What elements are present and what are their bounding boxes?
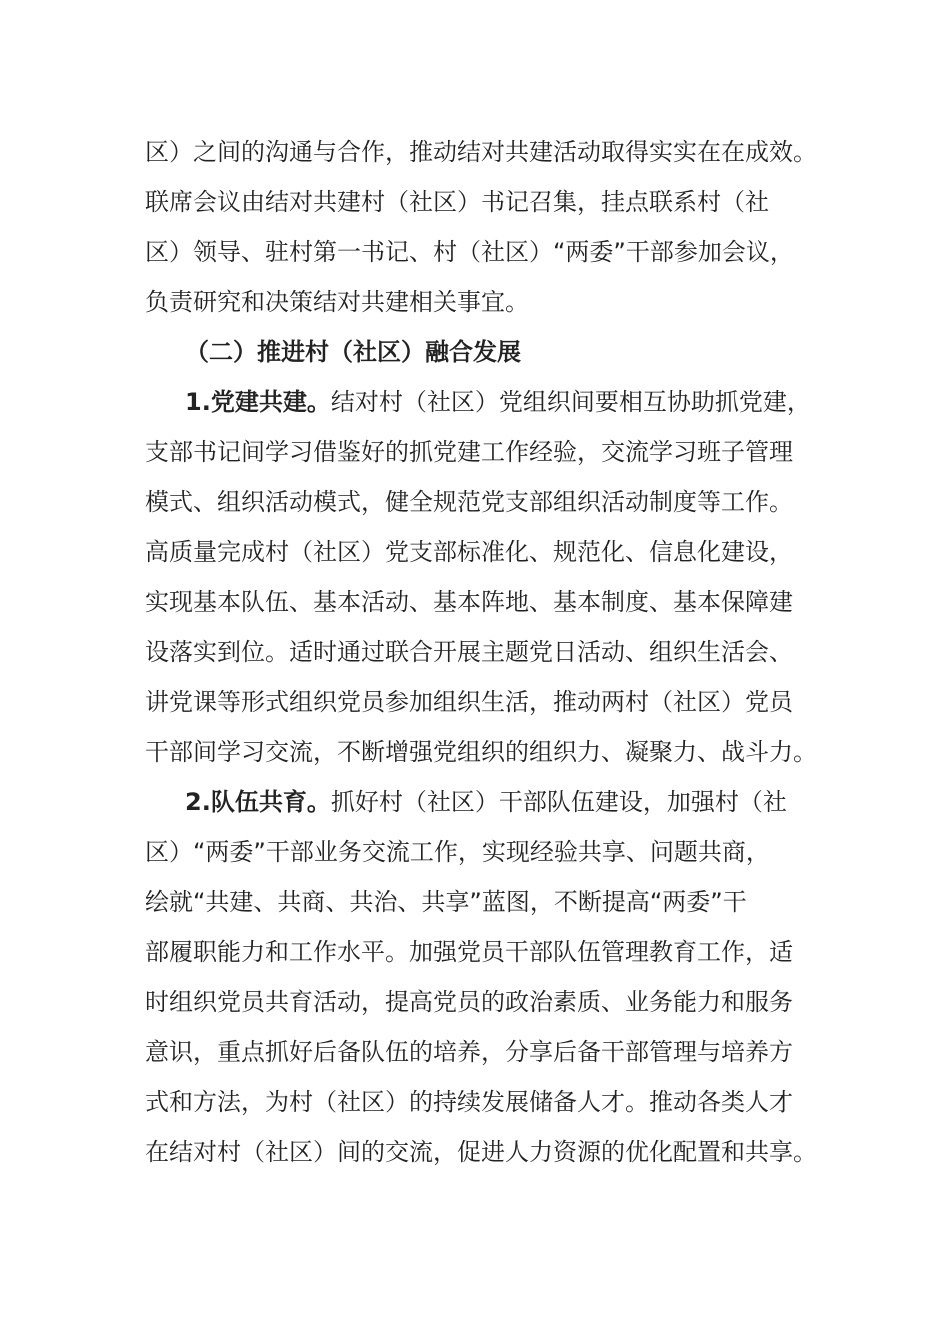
text-line: 实现基本队伍、基本活动、基本阵地、基本制度、基本保障建 bbox=[145, 588, 793, 616]
text-line: 区）之间的沟通与合作，推动结对共建活动取得实实在在成效。 bbox=[145, 138, 817, 166]
text-line: 式和方法，为村（社区）的持续发展储备人才。推动各类人才 bbox=[145, 1088, 793, 1116]
text-line: 在结对村（社区）间的交流，促进人力资源的优化配置和共享。 bbox=[145, 1138, 817, 1166]
text-line: 高质量完成村（社区）党支部标准化、规范化、信息化建设， bbox=[145, 538, 793, 566]
text-line: 联席会议由结对共建村（社区）书记召集，挂点联系村（社 bbox=[145, 188, 769, 216]
text-line bbox=[185, 377, 835, 427]
text-line: 意识，重点抓好后备队伍的培养，分享后备干部管理与培养方 bbox=[145, 1038, 793, 1066]
text-line: 干部间学习交流，不断增强党组织的组织力、凝聚力、战斗力。 bbox=[145, 738, 817, 766]
text-line: 区）“两委”干部业务交流工作，实现经验共享、问题共商， bbox=[145, 838, 770, 866]
text-line: 讲党课等形式组织党员参加组织生活，推动两村（社区）党员 bbox=[145, 688, 793, 716]
text-line: 支部书记间学习借鉴好的抓党建工作经验，交流学习班子管理 bbox=[145, 438, 793, 466]
text-run: 结对村（社区）党组织间要相互协助抓党建， bbox=[330, 388, 811, 416]
text-run: 抓好村（社区）干部队伍建设，加强村（社 bbox=[330, 788, 787, 816]
text-line: 区）领导、驻村第一书记、村（社区）“两委”干部参加会议， bbox=[145, 238, 794, 266]
subsection-title: 1.党建共建。 bbox=[185, 388, 331, 416]
text-line: 设落实到位。适时通过联合开展主题党日活动、组织生活会、 bbox=[145, 638, 793, 666]
subsection-title: 2.队伍共育。 bbox=[185, 788, 331, 816]
text-line bbox=[185, 777, 835, 827]
section-heading: （二）推进村（社区）融合发展 bbox=[185, 338, 521, 366]
text-line: 部履职能力和工作水平。加强党员干部队伍管理教育工作，适 bbox=[145, 938, 793, 966]
text-line: 时组织党员共育活动，提高党员的政治素质、业务能力和服务 bbox=[145, 988, 793, 1016]
text-line: 绘就“共建、共商、共治、共享”蓝图，不断提高“两委”干 bbox=[145, 888, 747, 916]
text-line: 负责研究和决策结对共建相关事宜。 bbox=[145, 288, 529, 316]
text-line: 模式、组织活动模式，健全规范党支部组织活动制度等工作。 bbox=[145, 488, 793, 516]
